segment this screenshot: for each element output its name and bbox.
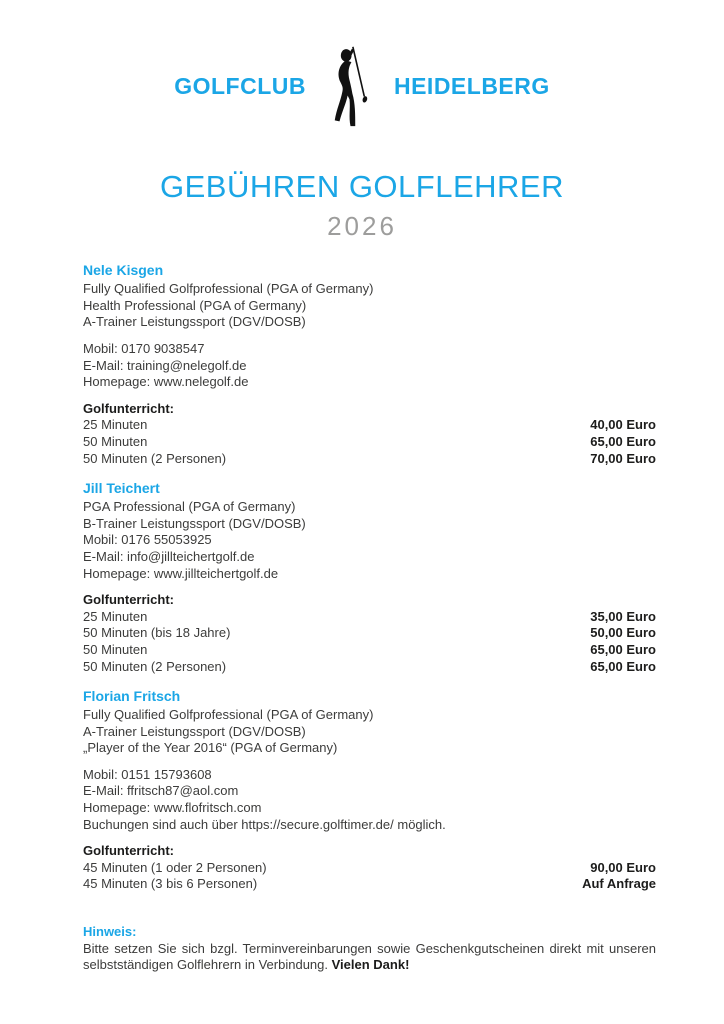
lesson-row — [83, 642, 656, 659]
contact-block — [83, 341, 656, 391]
lesson-duration: 25 Minuten — [83, 417, 148, 433]
credential-line: A-Trainer Leistungssport (DGV/DOSB) — [83, 314, 306, 330]
lesson-row — [83, 860, 656, 877]
instructor-name: Florian Fritsch — [83, 688, 181, 705]
credential-line: B-Trainer Leistungssport (DGV/DOSB) — [83, 515, 306, 531]
lesson-row — [83, 659, 656, 676]
lessons-block — [83, 843, 656, 893]
page-year: 2026 — [327, 210, 397, 241]
note-heading: Hinweis: — [83, 924, 137, 940]
lesson-duration: 45 Minuten (1 oder 2 Personen) — [83, 859, 267, 875]
contact-line-mobile: Mobil: 0151 15793608 — [83, 766, 212, 782]
contact-line-email: E-Mail: ffritsch87@aol.com — [83, 783, 239, 799]
lesson-duration: 50 Minuten — [83, 641, 148, 657]
logo-text-right: HEIDELBERG — [393, 72, 550, 99]
contact-line-booking: Buchungen sind auch über https://secure.golftimer.de/ möglich. — [83, 816, 446, 832]
credentials-block — [83, 707, 656, 757]
lesson-price: 90,00 Euro — [590, 859, 656, 875]
contact-line-homepage: Homepage: www.nelegolf.de — [83, 374, 249, 390]
lesson-row — [83, 434, 656, 451]
contact-line-email: E-Mail: training@nelegolf.de — [83, 357, 247, 373]
credential-line: Fully Qualified Golfprofessional (PGA of Germany) — [83, 281, 374, 297]
page-title: GEBÜHREN GOLFLEHRER — [160, 169, 564, 204]
lesson-duration: 50 Minuten (2 Personen) — [83, 450, 227, 466]
contact-line-homepage: Homepage: www.flofritsch.com — [83, 800, 262, 816]
contact-block — [83, 532, 656, 582]
credential-line: A-Trainer Leistungssport (DGV/DOSB) — [83, 723, 306, 739]
lesson-row — [83, 609, 656, 626]
lesson-row — [83, 625, 656, 642]
lessons-heading: Golfunterricht: — [83, 843, 174, 859]
lesson-price: 65,00 Euro — [590, 641, 656, 657]
contact-line-mobile: Mobil: 0176 55053925 — [83, 532, 212, 548]
credential-line: Fully Qualified Golfprofessional (PGA of Germany) — [83, 707, 374, 723]
lesson-price: 40,00 Euro — [590, 417, 656, 433]
instructor-section — [83, 262, 656, 467]
credential-line: Health Professional (PGA of Germany) — [83, 297, 307, 313]
lesson-price: 50,00 Euro — [590, 625, 656, 641]
instructor-section — [83, 480, 656, 675]
golfer-silhouette-icon — [323, 44, 377, 128]
lesson-row — [83, 451, 656, 468]
instructor-name: Nele Kisgen — [83, 262, 164, 279]
lesson-duration: 25 Minuten — [83, 608, 148, 624]
logo-text-left: GOLFCLUB — [174, 72, 306, 99]
lessons-block — [83, 592, 656, 675]
instructor-section — [83, 688, 656, 893]
lesson-duration: 50 Minuten (2 Personen) — [83, 658, 227, 674]
note-section — [83, 924, 656, 974]
lesson-price: Auf Anfrage — [582, 876, 656, 892]
lesson-price: 35,00 Euro — [590, 608, 656, 624]
lesson-price: 70,00 Euro — [590, 450, 656, 466]
lesson-duration: 50 Minuten — [83, 433, 148, 449]
contact-block — [83, 767, 656, 833]
lessons-heading: Golfunterricht: — [83, 592, 174, 608]
lesson-duration: 45 Minuten (3 bis 6 Personen) — [83, 876, 258, 892]
lessons-heading: Golfunterricht: — [83, 400, 174, 416]
lesson-price: 65,00 Euro — [590, 433, 656, 449]
note-thanks: Vielen Dank! — [331, 957, 410, 973]
contact-line-homepage: Homepage: www.jillteichertgolf.de — [83, 565, 279, 581]
note-body-text: Bitte setzen Sie sich bzgl. Terminvereinbarungen sowie Geschenkgutscheinen direkt mit unseren selbstständigen Golflehrern in Verbindung. — [83, 940, 656, 973]
credentials-block — [83, 499, 656, 532]
contact-line-email: E-Mail: info@jillteichertgolf.de — [83, 548, 255, 564]
contact-line-mobile: Mobil: 0170 9038547 — [83, 341, 205, 357]
lessons-block — [83, 401, 656, 467]
instructor-name: Jill Teichert — [83, 480, 160, 497]
note-text — [83, 941, 656, 974]
lesson-row — [83, 876, 656, 893]
credentials-block — [83, 281, 656, 331]
credential-line: PGA Professional (PGA of Germany) — [83, 499, 296, 515]
lesson-row — [83, 417, 656, 434]
content-column — [83, 262, 656, 974]
lesson-duration: 50 Minuten (bis 18 Jahre) — [83, 625, 231, 641]
logo — [0, 0, 724, 127]
credential-line: „Player of the Year 2016“ (PGA of Germany) — [83, 740, 338, 756]
lesson-price: 65,00 Euro — [590, 658, 656, 674]
